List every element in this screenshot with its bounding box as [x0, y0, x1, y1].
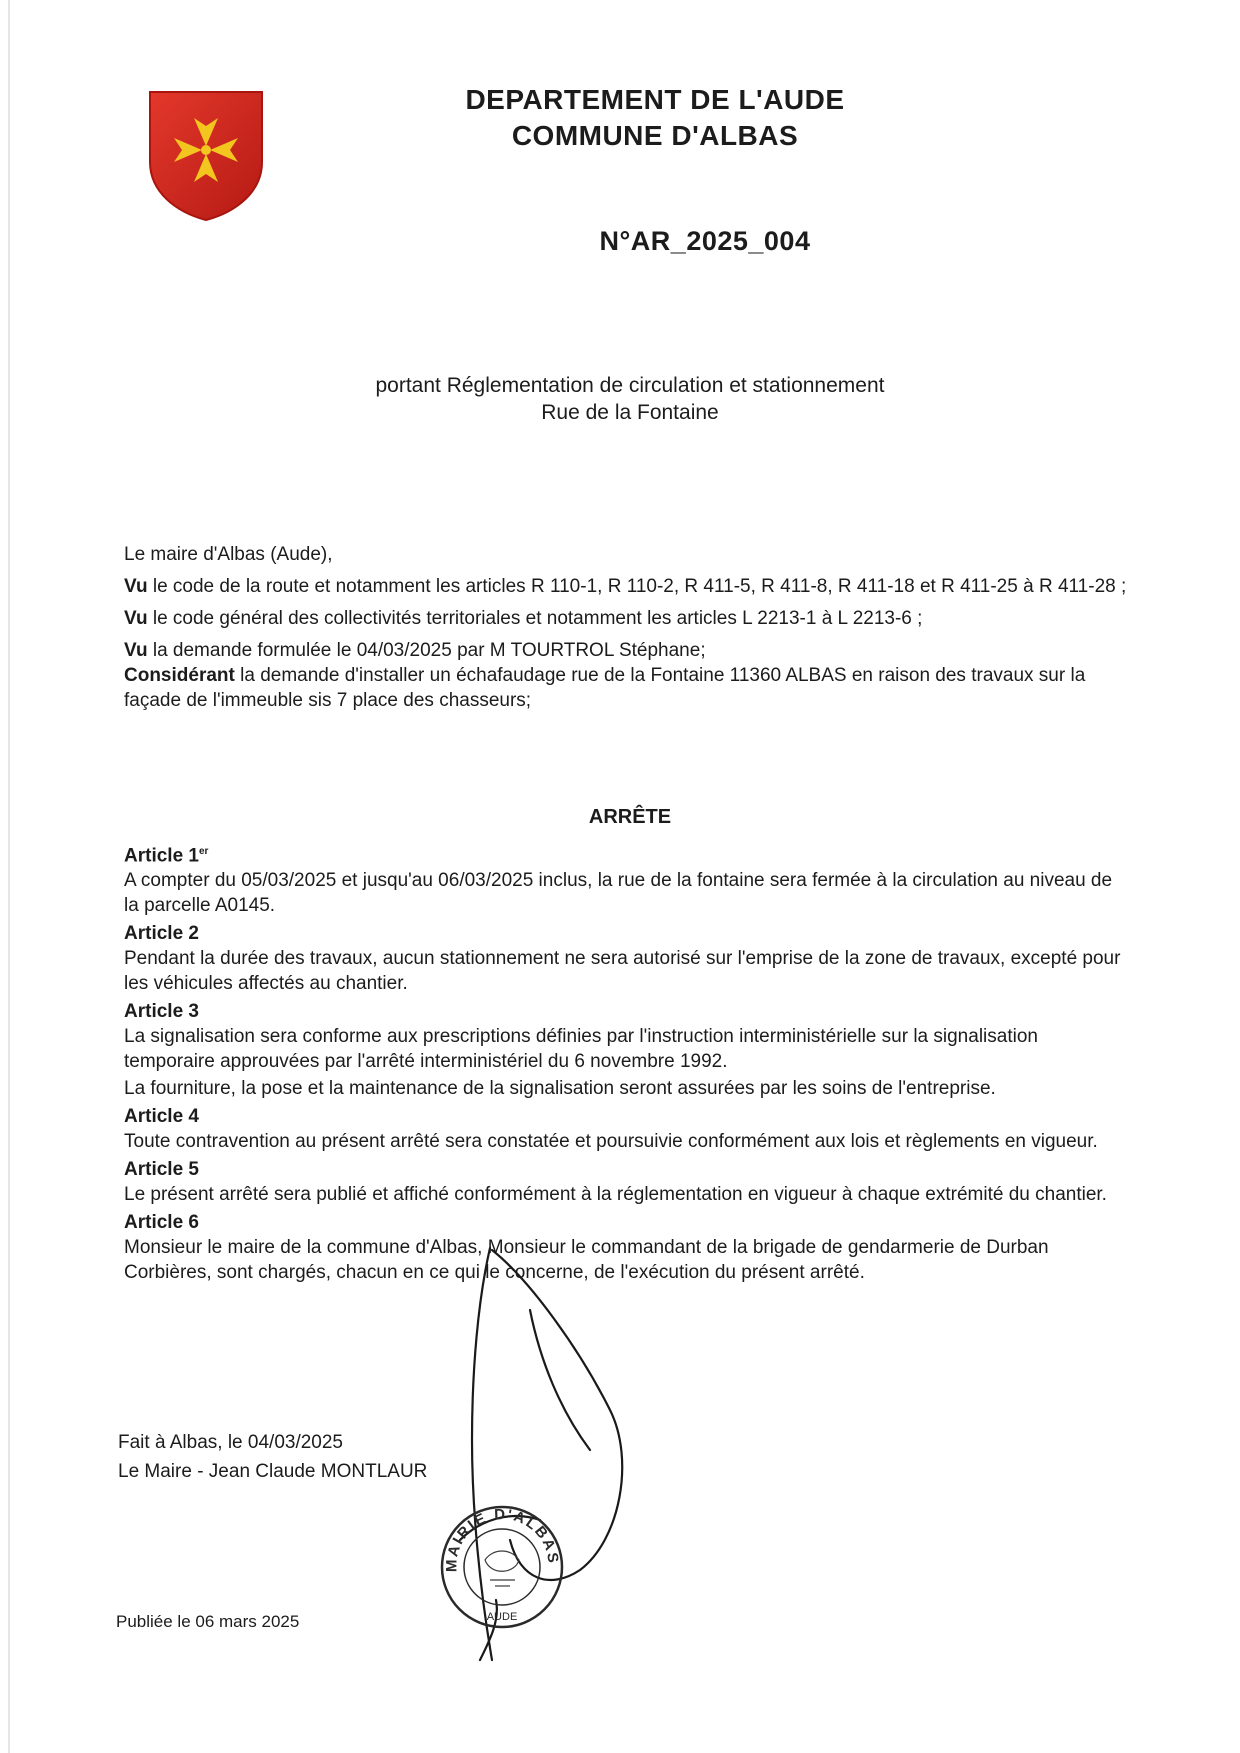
article-paragraph: Pendant la durée des travaux, aucun stationnement ne sera autorisé sur l'emprise de la zone de travaux, excepté pour les véhicules affectés au chantier.: [124, 948, 1121, 995]
scan-edge: [8, 0, 10, 1753]
article-superscript: er: [198, 846, 209, 857]
preamble-intro: Le maire d'Albas (Aude),: [124, 544, 333, 565]
article-title: Article 3: [124, 1001, 199, 1023]
department-title: DEPARTEMENT DE L'AUDE: [465, 84, 845, 115]
article-paragraph: A compter du 05/03/2025 et jusqu'au 06/03/2025 inclus, la rue de la fontaine sera fermée à la circulation au niveau de la parcelle A0145.: [124, 870, 1113, 917]
preamble-lead: Vu: [124, 576, 148, 597]
article-paragraph: Toute contravention au présent arrêté sera constatée et poursuivie conformément aux lois et règlements en vigueur.: [124, 1131, 1098, 1153]
document-header: [400, 82, 910, 154]
publication-date: Publiée le 06 mars 2025: [116, 1612, 300, 1631]
article-paragraph: La fourniture, la pose et la maintenance de la signalisation seront assurées par les soins de l'entreprise.: [124, 1078, 996, 1100]
signoff-block: [118, 1428, 427, 1486]
stamp-bottom-text: AUDE: [486, 1611, 518, 1623]
preamble: [124, 542, 1134, 720]
decree-number: N°AR_2025_004: [599, 226, 811, 256]
svg-text:MAIRIE D'ALBAS: [443, 1506, 561, 1572]
preamble-text: la demande formulée le 04/03/2025 par M TOURTROL Stéphane;: [147, 640, 706, 661]
preamble-text: le code général des collectivités territoriales et notamment les articles L 2213-1 à L 2213-6 ;: [147, 608, 923, 629]
mairie-stamp: [435, 1500, 570, 1635]
subject-line-1: portant Réglementation de circulation et stationnement: [375, 374, 885, 397]
preamble-text: le code de la route et notamment les articles R 110-1, R 110-2, R 411-5, R 411-8, R 411-18 et R 411-25 à R 411-28 ;: [147, 576, 1127, 597]
article-paragraph: Monsieur le maire de la commune d'Albas, Monsieur le commandant de la brigade de gendarmerie de Durban Corbières, sont chargés, chacun en ce qui le concerne, de l'exécution du présent arrêté.: [124, 1237, 1049, 1284]
arrete-heading: ARRÊTE: [588, 806, 672, 828]
preamble-item: [124, 663, 1134, 713]
article-title: Article 6: [124, 1212, 199, 1234]
preamble-item: [124, 606, 1134, 631]
preamble-lead: Considérant: [124, 665, 235, 686]
decree-subject: [330, 372, 930, 426]
article-title: Article 5: [124, 1159, 199, 1181]
article-title: Article 4: [124, 1106, 199, 1128]
article-paragraph: Le présent arrêté sera publié et affiché conformément à la réglementation en vigueur à chaque extrémité du chantier.: [124, 1184, 1107, 1206]
commune-title: COMMUNE D'ALBAS: [511, 120, 799, 151]
preamble-lead: Vu: [124, 608, 148, 629]
subject-line-2: Rue de la Fontaine: [541, 401, 719, 424]
article-title: Article 2: [124, 923, 199, 945]
article-paragraph: La signalisation sera conforme aux prescriptions définies par l'instruction interministérielle sur la signalisation temporaire approuvées par l'arrêté interministériel du 6 novembre 1992.: [124, 1026, 1038, 1073]
preamble-item: [124, 574, 1134, 599]
stamp-text: MAIRIE D'ALBAS: [443, 1506, 562, 1573]
preamble-lead: Vu: [124, 640, 148, 661]
articles: [124, 836, 1124, 1287]
signatory: Le Maire - Jean Claude MONTLAUR: [118, 1461, 428, 1482]
article-title: Article 1er: [124, 845, 209, 867]
coat-of-arms-icon: [146, 88, 266, 224]
place-date: Fait à Albas, le 04/03/2025: [118, 1432, 343, 1453]
preamble-text: la demande d'installer un échafaudage rue de la Fontaine 11360 ALBAS en raison des travaux sur la façade de l'immeuble sis 7 place des chasseurs;: [124, 665, 1086, 711]
preamble-item: [124, 638, 1134, 663]
